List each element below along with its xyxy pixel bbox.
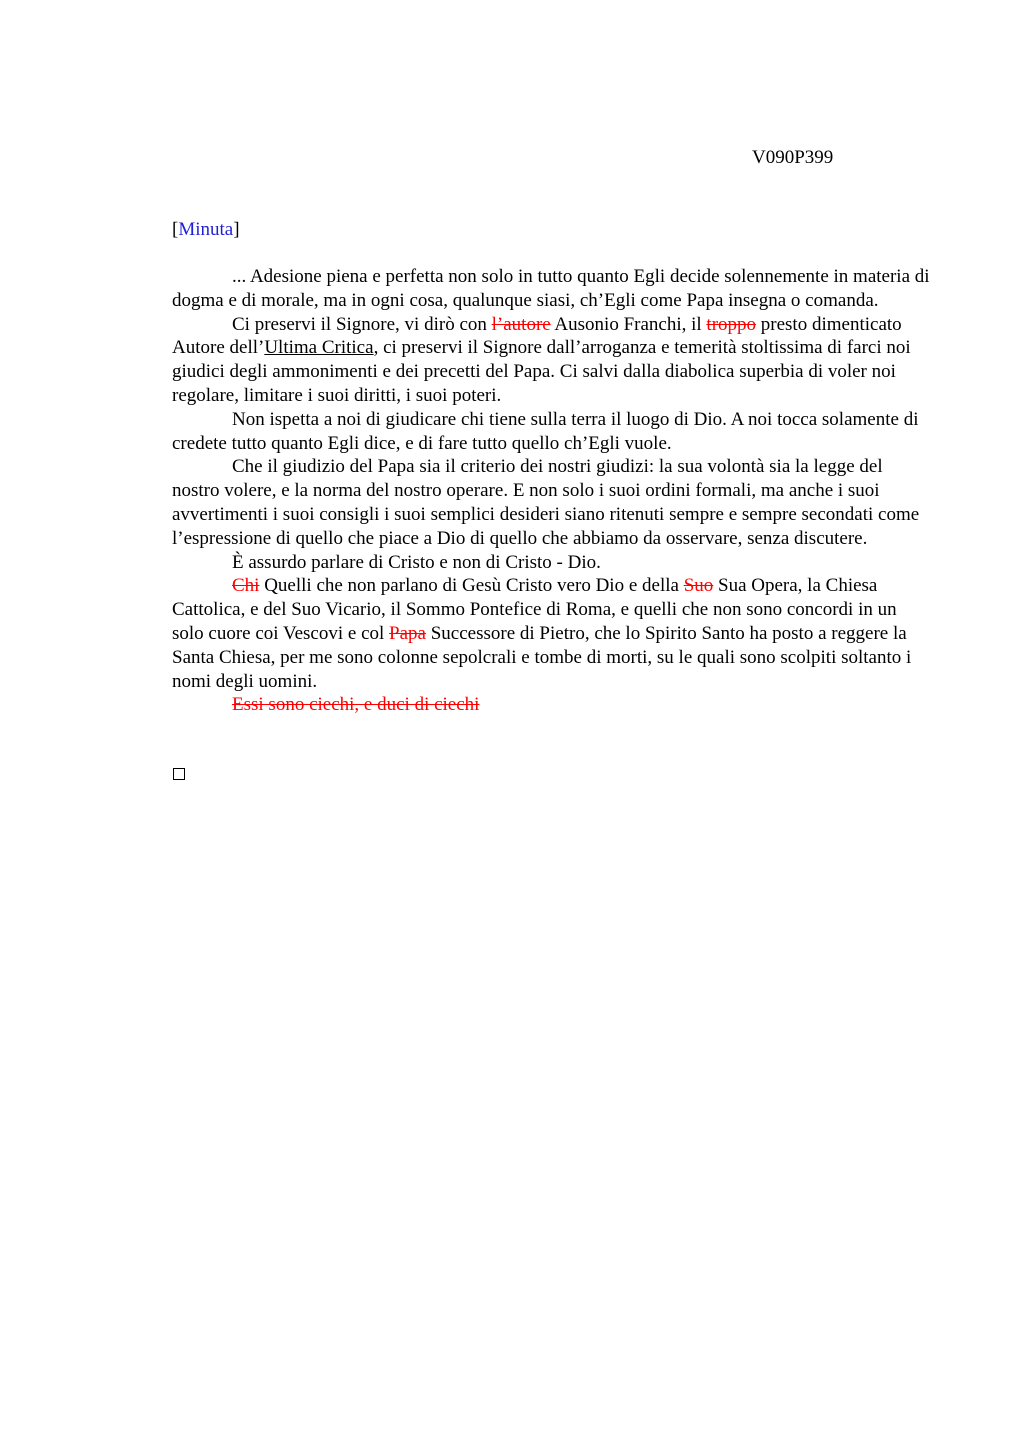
paragraph-6 [172, 574, 932, 693]
paragraph-5 [172, 551, 932, 575]
paragraph-4-text: Che il giudizio del Papa sia il criterio dei nostri giudizi: la sua volontà sia la legge del nostro volere, e la norma del nostro operare. E non solo i suoi ordini formali, ma anche i suoi avvertimenti i suoi consigli i suoi semplici desideri siano ritenuti sempre e sempre secondati come l’espressione di quello che piace a Dio di quello che abbiamo da osservare, senza discutere. [172, 456, 920, 549]
heading-bracket-close: ] [233, 219, 240, 240]
paragraph-1-text: ... Adesione piena e perfetta non solo in tutto quanto Egli decide solennemente in materia di dogma e di morale, ma in ogni cosa, qualunque siasi, ch’Egli come Papa insegna o comanda. [172, 266, 930, 311]
paragraph-2 [172, 313, 932, 408]
paragraph-4 [172, 455, 932, 550]
deleted-text: troppo [706, 313, 757, 335]
deleted-text: Chi [232, 575, 260, 597]
paragraph-6-text: Sua Opera, la Chiesa Cattolica, e del Suo Vicario, il Sommo Pontefice di Roma, e quelli che non sono concordi in un solo cuore coi Vescovi e col [172, 575, 897, 644]
page-id: V090P399 [752, 147, 834, 168]
underlined-title: Ultima Critica [264, 337, 374, 359]
document-body [172, 265, 932, 717]
paragraph-2-text: , ci preservi il Signore dall’arroganza e temerità stoltissima di farci noi giudici degli ammonimenti e dei precetti del Papa. Ci salvi dalla diabolica superbia di voler noi regolare, limitare i suoi diritti, i suoi poteri. [172, 337, 911, 406]
deleted-text: Papa [389, 622, 426, 644]
paragraph-2-text: presto dimenticato Autore dell’ [172, 313, 902, 359]
deleted-text: l’autore [491, 313, 551, 335]
end-marker-box-icon [173, 768, 185, 780]
heading-bracket-open: [ [172, 219, 179, 240]
paragraph-1 [172, 265, 932, 313]
paragraph-6-text: Successore di Pietro, che lo Spirito Santo ha posto a reggere la Santa Chiesa, per me sono colonne sepolcrali e tombe di morti, su le quali sono scolpiti soltanto i nomi degli uomini. [172, 622, 912, 692]
deleted-text: Suo [683, 575, 714, 597]
heading-label: Minuta [178, 219, 234, 240]
paragraph-3 [172, 408, 932, 456]
document-heading [172, 218, 240, 242]
paragraph-2-text: Ci preservi il Signore, vi dirò con [232, 313, 492, 335]
paragraph-5-text: È assurdo parlare di Cristo e non di Cristo - Dio. [232, 551, 601, 573]
paragraph-2-text: Ausonio Franchi, il [550, 313, 707, 335]
deleted-text: Essi sono ciechi, e duci di ciechi [232, 694, 480, 716]
paragraph-6-text: Quelli che non parlano di Gesù Cristo vero Dio e della [259, 575, 684, 597]
paragraph-3-text: Non ispetta a noi di giudicare chi tiene sulla terra il luogo di Dio. A noi tocca solamente di credete tutto quanto Egli dice, e di fare tutto quello ch’Egli vuole. [172, 408, 919, 454]
paragraph-7 [172, 693, 932, 717]
